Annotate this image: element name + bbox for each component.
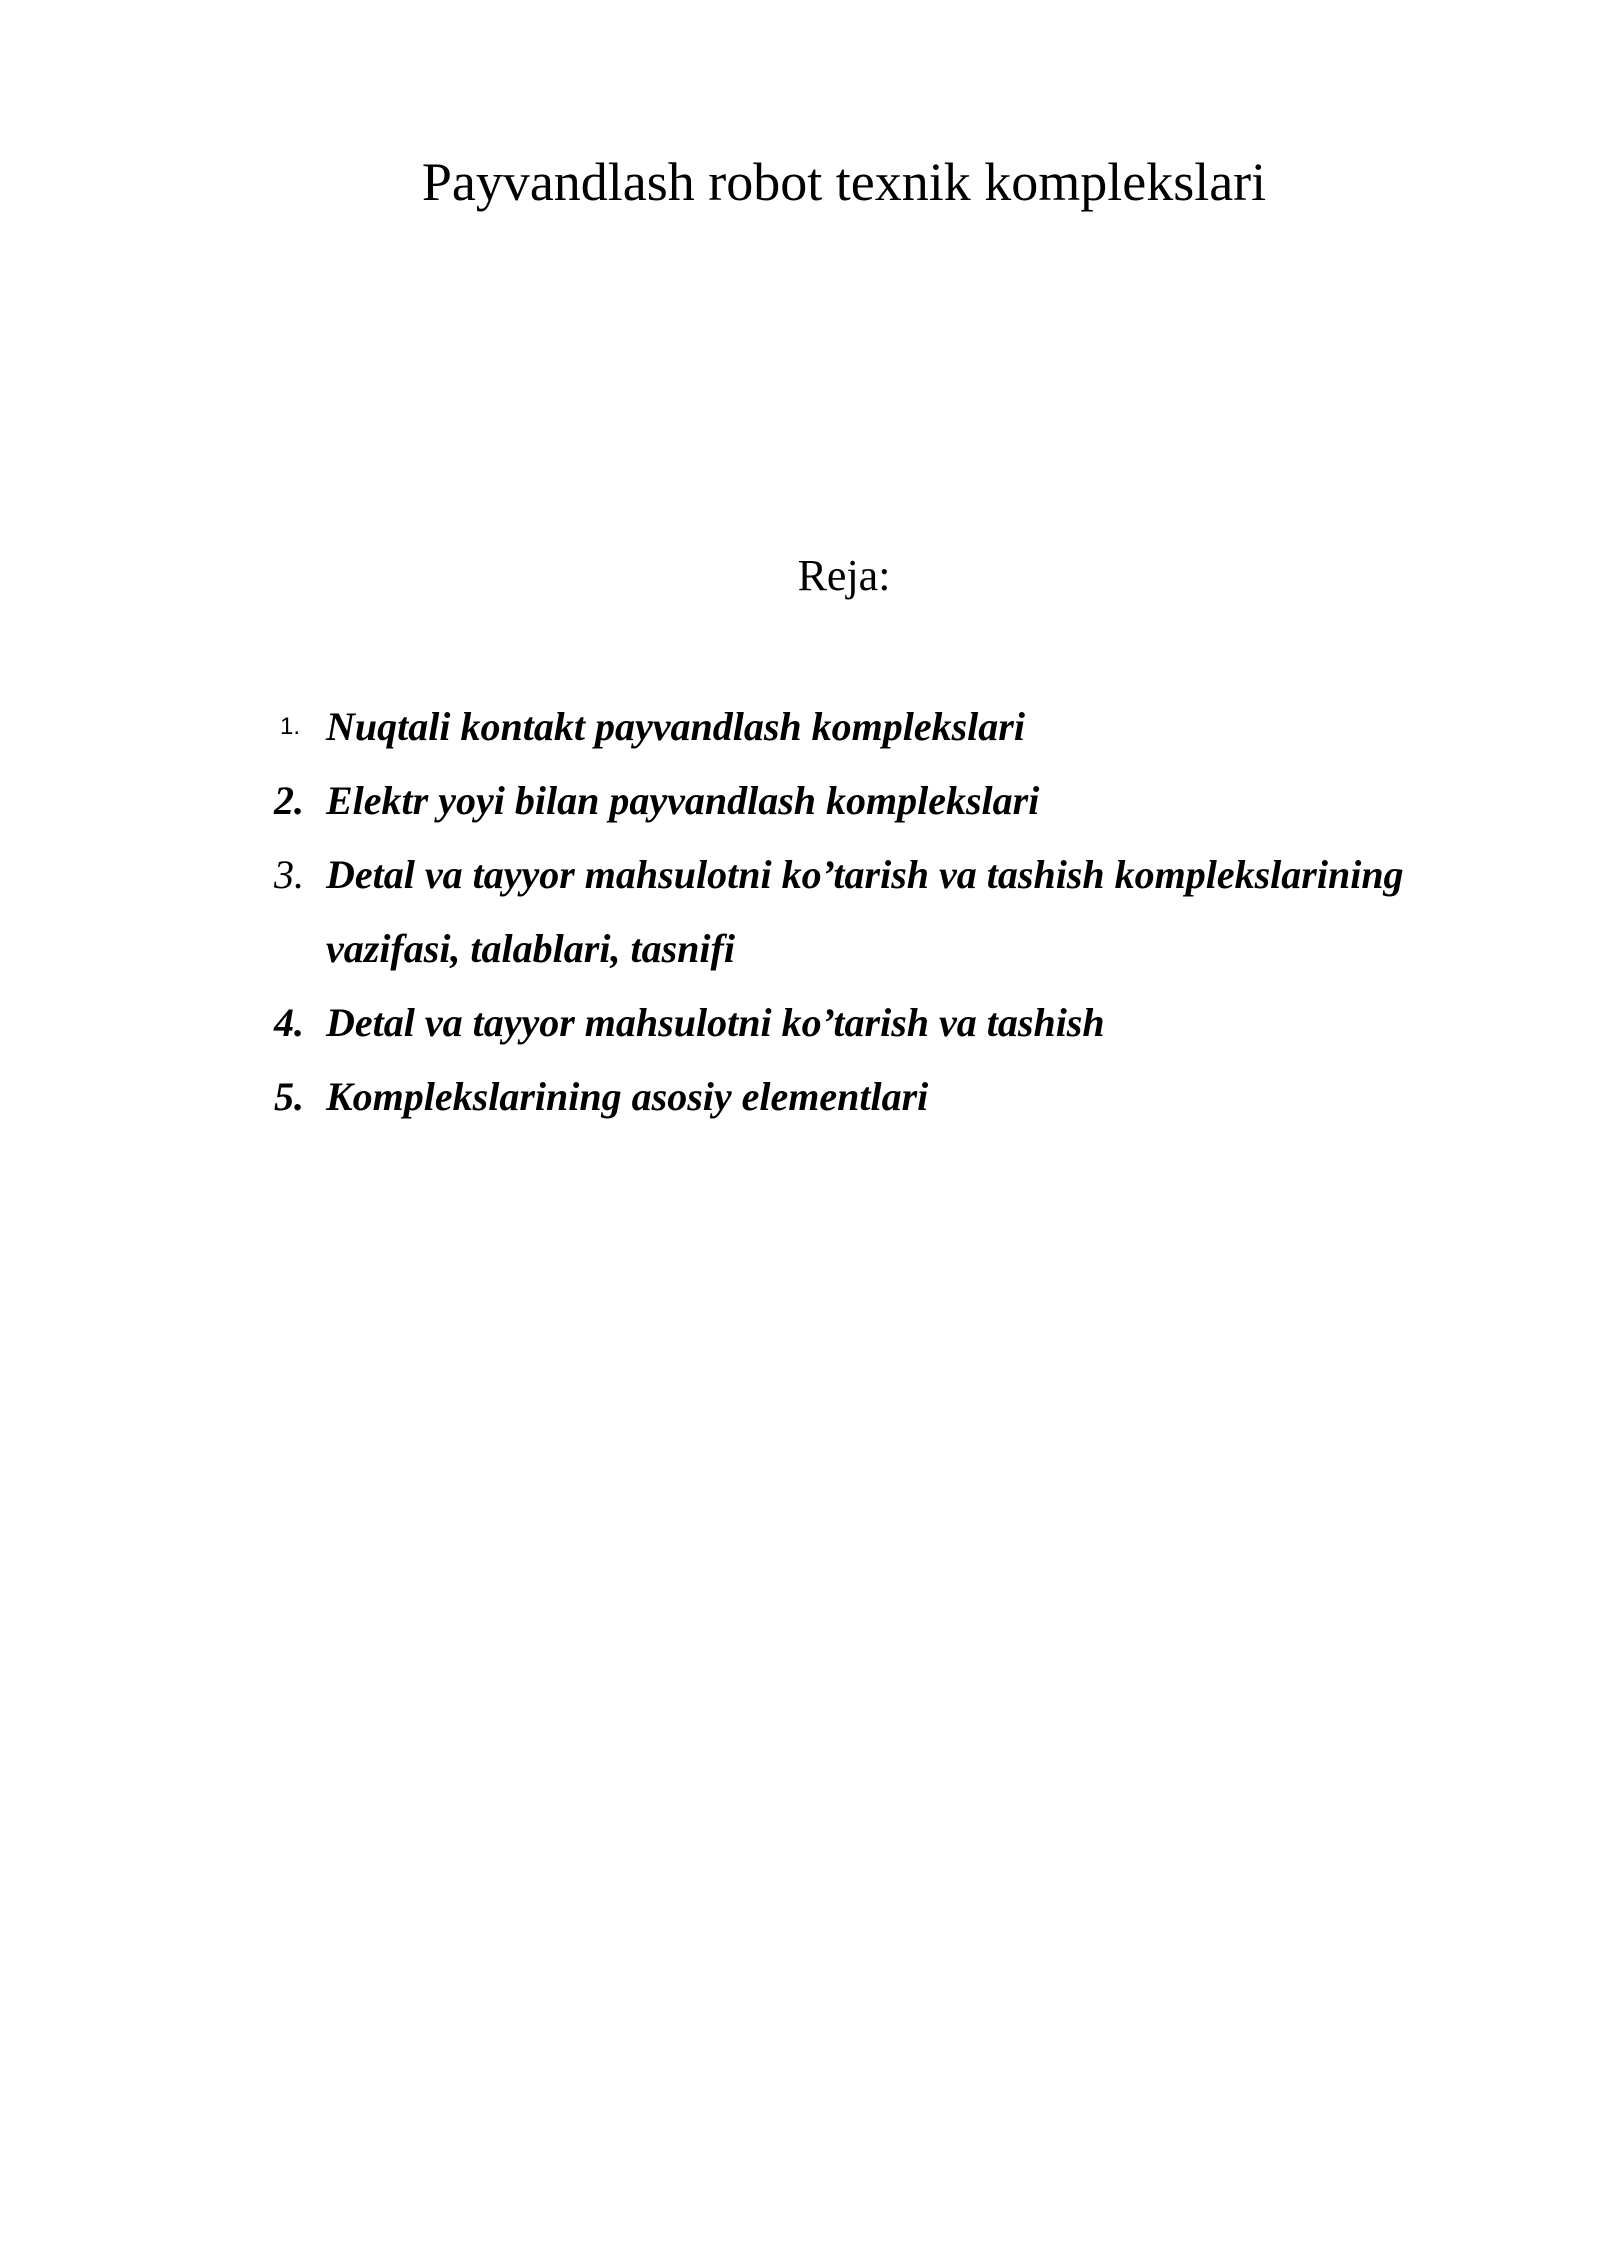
- plan-item-text: Elektr yoyi bilan payvandlash komplekslari: [326, 778, 1040, 823]
- document-title: Payvandlash robot texnik komplekslari: [421, 152, 1267, 212]
- plan-item-text: Detal va tayyor mahsulotni ko’tarish va tashish: [326, 1000, 1105, 1045]
- plan-item-number: 2.: [274, 778, 304, 823]
- plan-heading: Reja:: [797, 551, 891, 600]
- plan-item-number: 3.: [274, 852, 304, 897]
- plan-item-4: [274, 986, 1514, 1060]
- plan-item-number: 1.: [280, 713, 301, 740]
- plan-item-3: [274, 838, 1514, 986]
- plan-item-5: [274, 1060, 1514, 1134]
- plan-item-text: Nuqtali kontakt payvandlash komplekslari: [326, 704, 1025, 749]
- plan-item-text: Detal va tayyor mahsulotni ko’tarish va tashish komplekslarining vazifasi, talablari, tasnifi: [326, 852, 1404, 971]
- plan-item-number: 4.: [274, 1000, 304, 1045]
- plan-item-number: 5.: [274, 1074, 304, 1119]
- plan-item-text: Komplekslarining asosiy elementlari: [326, 1074, 929, 1119]
- plan-list: [274, 690, 1514, 1134]
- plan-item-2: [274, 764, 1514, 838]
- plan-item-1: [274, 690, 1514, 764]
